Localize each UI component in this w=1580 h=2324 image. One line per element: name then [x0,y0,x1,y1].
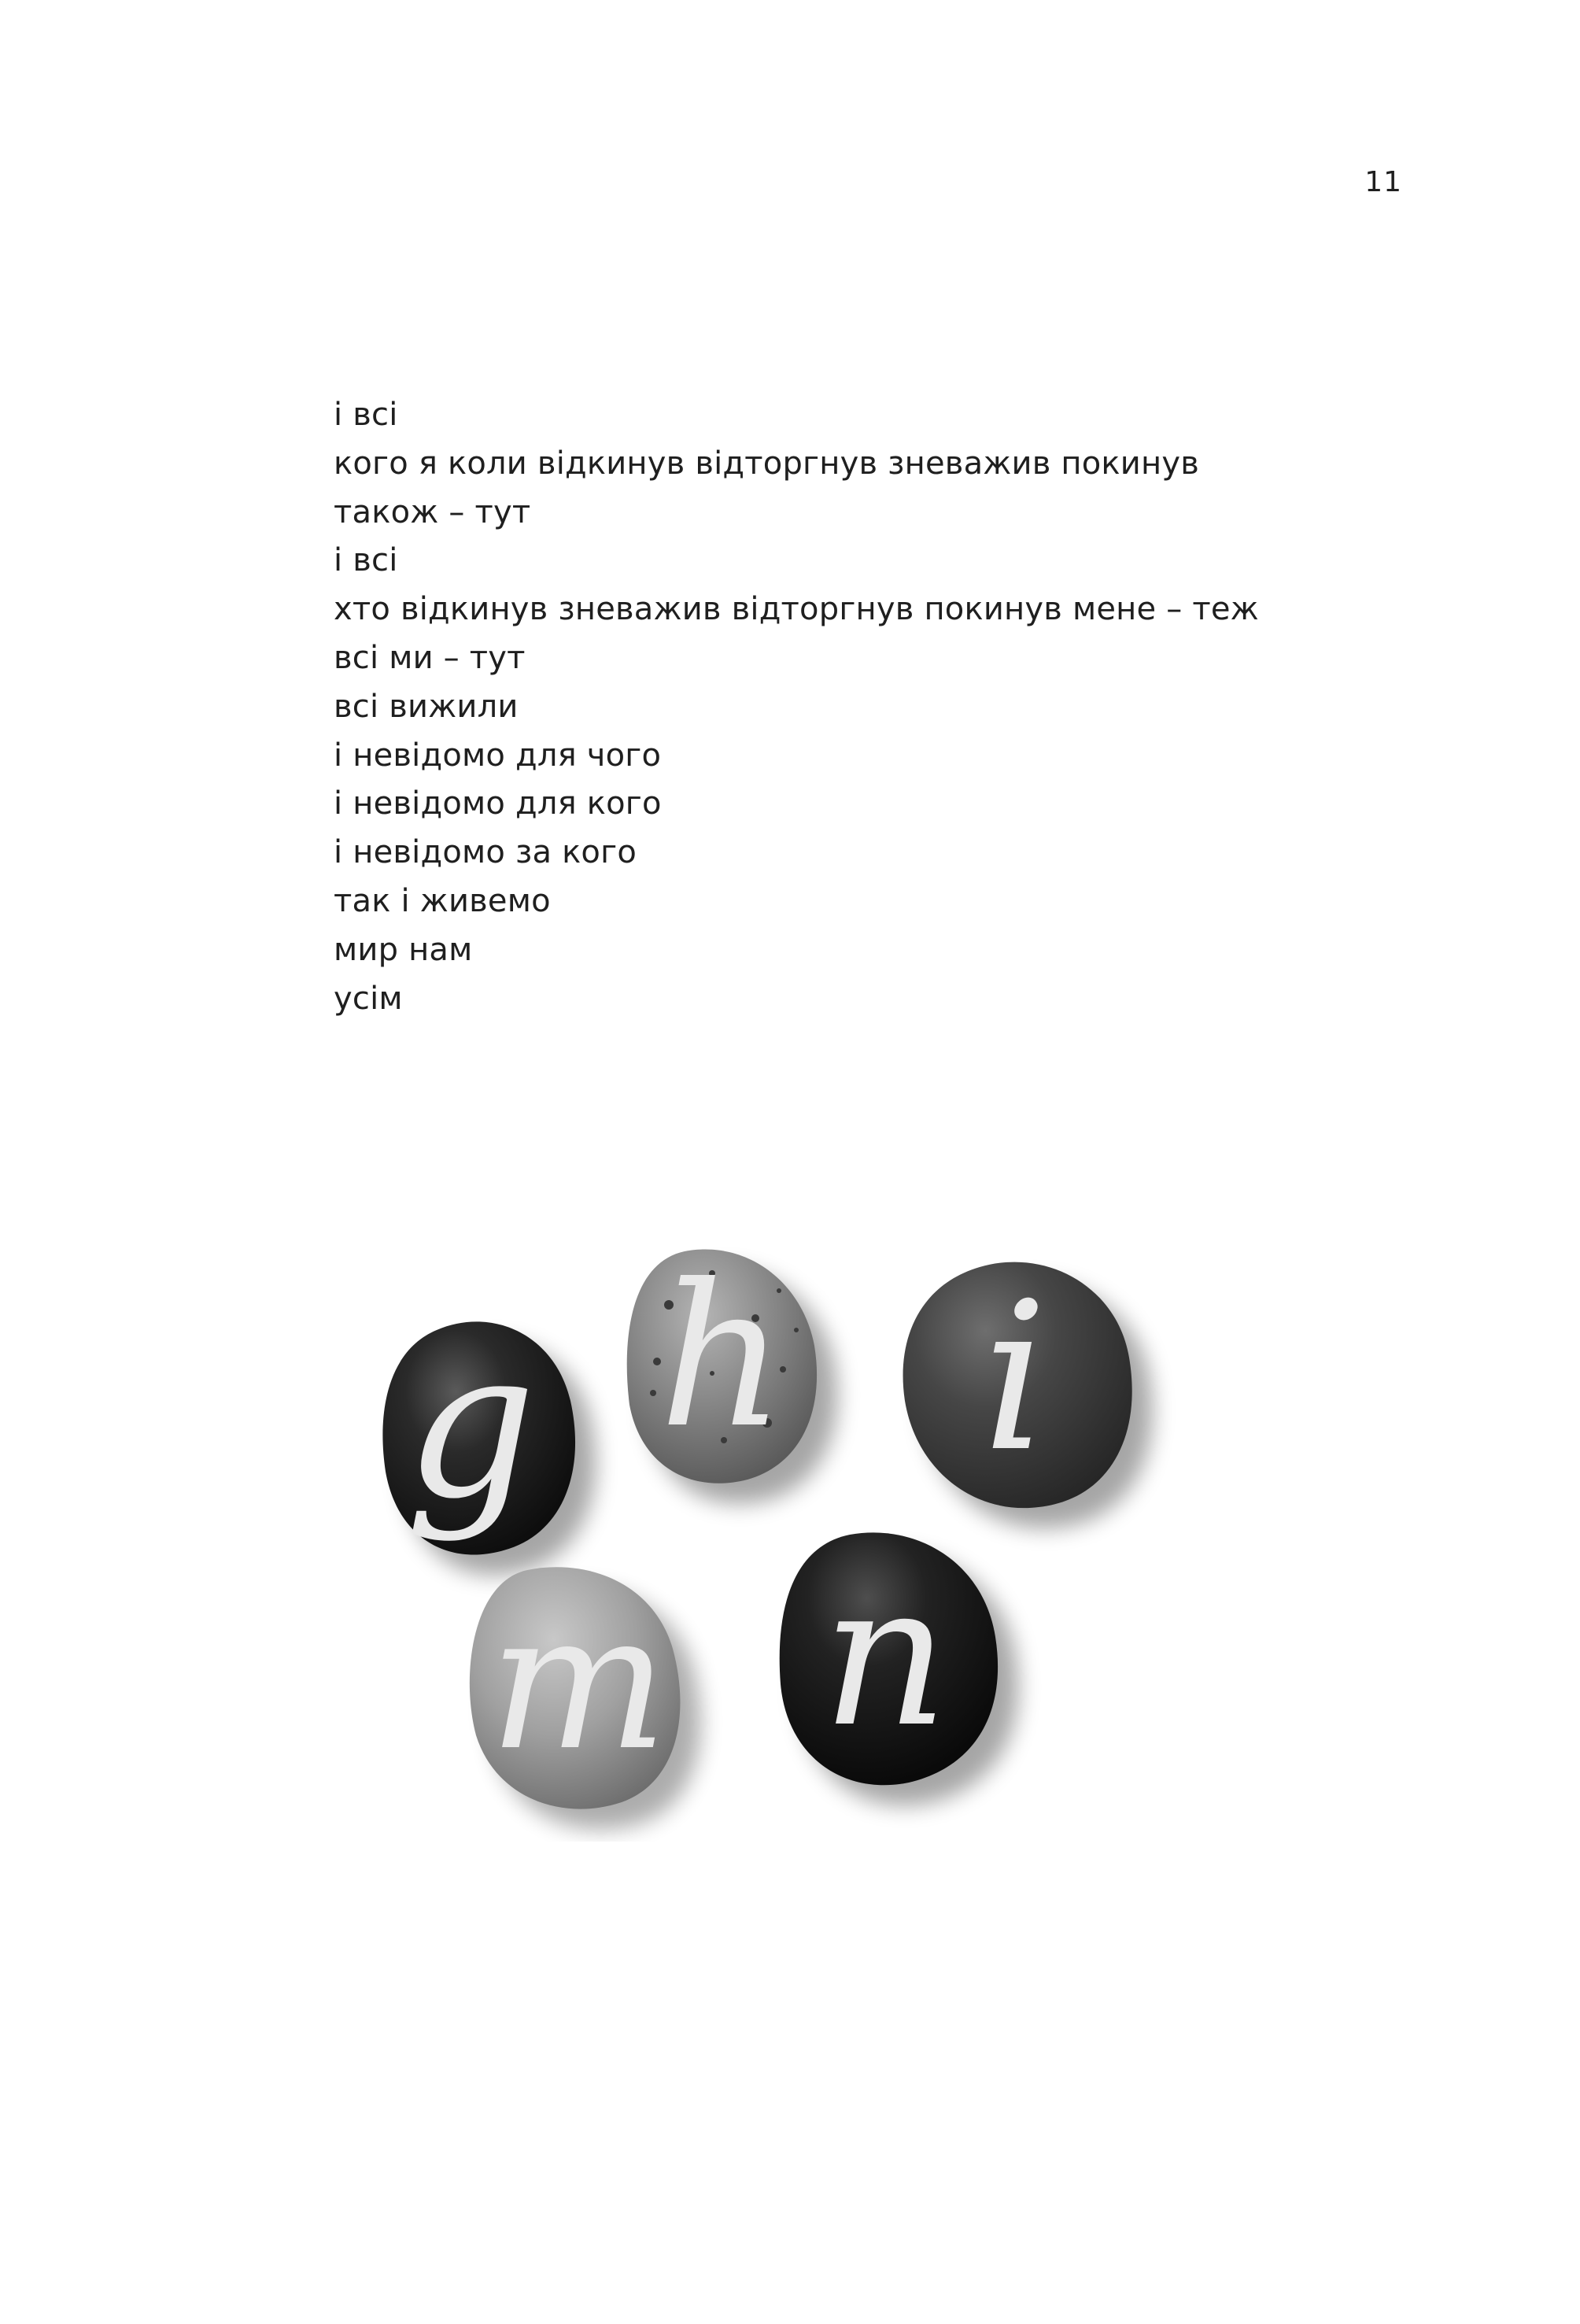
stone-h [627,1242,837,1504]
poem-line: так і живемо [334,882,551,919]
stone-letter-m: m [489,1572,668,1792]
stone-letter-h: h [659,1242,786,1471]
page-number: 11 [1364,166,1402,198]
stone-letter-n: n [821,1541,949,1770]
poem-line: хто відкинув зневажив відторгнув покинув мене – теж [334,591,1259,628]
poem-line: і невідомо за кого [334,834,637,871]
poem-line: усім [334,980,403,1017]
stone-letter-i: i [982,1259,1048,1497]
stone-n [780,1532,1018,1805]
stone-letter-g: g [404,1306,537,1544]
poem-line: і всі [334,542,398,579]
letter-stones-illustration [0,1212,1580,1842]
stone-g [382,1306,596,1575]
poem-line: всі ми – тут [334,639,526,676]
poem-line: і невідомо для кого [334,785,662,822]
stone-m [470,1567,701,1829]
stone-i [903,1259,1153,1528]
poem-line: всі вижили [334,688,519,725]
poem [334,391,1435,1023]
poem-line: і всі [334,397,398,433]
poem-line: кого я коли відкинув відторгнув зневажив покинув [334,445,1199,482]
poem-line: і невідомо для чого [334,737,662,774]
poem-line: також – тут [334,493,531,530]
poem-line: мир нам [334,931,473,968]
